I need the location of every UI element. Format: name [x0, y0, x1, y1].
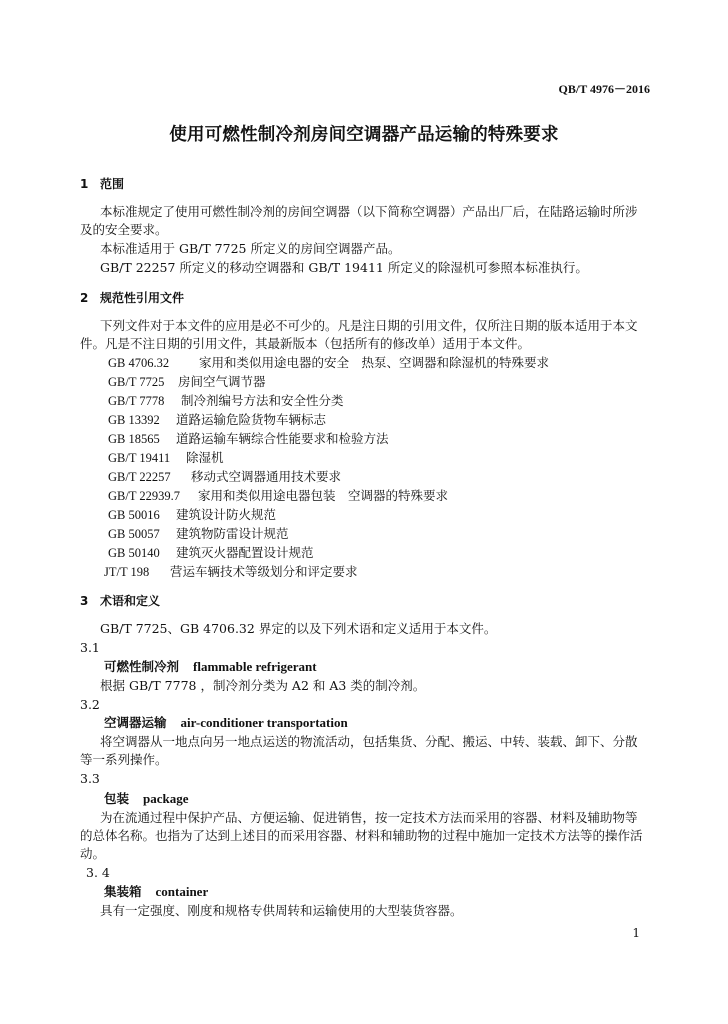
- reference-code: GB 4706.32: [108, 356, 170, 370]
- document-title: 使用可燃性制冷剂房间空调器产品运输的特殊要求: [169, 125, 559, 145]
- term-cn: 可燃性制冷剂: [104, 659, 180, 674]
- reference-title: 家用和类似用途电器包装 空调器的特殊要求: [198, 488, 449, 503]
- term-number: 3.2: [80, 697, 100, 712]
- reference-code: GB/T 7778: [108, 394, 165, 408]
- term-definition: 具有一定强度、刚度和规格专供周转和运输使用的大型装货容器。: [100, 903, 463, 918]
- term-heading: [104, 658, 317, 676]
- reference-code: GB/T 22257: [108, 470, 171, 484]
- reference-code: GB/T 22939.7: [108, 489, 180, 503]
- reference-item: [108, 373, 266, 391]
- section-title: 术语和定义: [100, 594, 161, 608]
- reference-item: [108, 430, 389, 448]
- reference-title: 家用和类似用途电器的安全 热泵、空调器和除湿机的特殊要求: [199, 355, 550, 370]
- reference-title: 建筑物防雷设计规范: [176, 526, 289, 541]
- paragraph: 本标准规定了使用可燃性制冷剂的房间空调器（以下简称空调器）产品出厂后，在陆路运输时所涉: [100, 204, 638, 219]
- reference-title: 道路运输车辆综合性能要求和检验方法: [176, 431, 389, 446]
- reference-code: GB 50016: [108, 508, 160, 522]
- reference-item: [108, 487, 448, 505]
- reference-code: GB 50057: [108, 527, 160, 541]
- paragraph: GB/T 7725、GB 4706.32 界定的以及下列术语和定义适用于本文件。: [100, 621, 497, 636]
- section-title: 范围: [100, 177, 125, 191]
- term-number: 3. 4: [86, 865, 110, 880]
- reference-item: [104, 563, 358, 581]
- reference-item: [108, 354, 549, 372]
- reference-title: 建筑设计防火规范: [176, 507, 277, 522]
- reference-code: GB 50140: [108, 546, 160, 560]
- reference-item: [108, 392, 344, 410]
- term-heading: [104, 714, 348, 732]
- reference-title: 营运车辆技术等级划分和评定要求: [170, 564, 358, 579]
- reference-item: [108, 468, 341, 486]
- paragraph: 及的安全要求。: [80, 222, 168, 237]
- section-2-heading: [80, 289, 184, 307]
- term-definition: 将空调器从一地点向另一地点运送的物流活动，包括集货、分配、搬运、中转、装载、卸下、分散: [100, 734, 638, 749]
- reference-code: JT/T 198: [104, 565, 150, 579]
- term-definition: 的总体名称。也指为了达到上述目的而采用容器、材料和辅助物的过程中施加一定技术方法等的操作活: [80, 828, 643, 843]
- paragraph: 下列文件对于本文件的应用是必不可少的。凡是注日期的引用文件，仅所注日期的版本适用于本文: [100, 318, 638, 333]
- reference-code: GB 13392: [108, 413, 160, 427]
- section-1-heading: [80, 175, 124, 193]
- reference-code: GB/T 7725: [108, 375, 165, 389]
- term-number: 3.3: [80, 771, 100, 786]
- reference-item: [108, 506, 276, 524]
- term-cn: 包装: [104, 791, 130, 806]
- section-number: 1: [80, 177, 89, 191]
- reference-title: 房间空气调节器: [178, 374, 266, 389]
- standard-code: QB/T 4976－2016: [558, 82, 650, 96]
- reference-title: 制冷剂编号方法和安全性分类: [181, 393, 344, 408]
- term-heading: [104, 790, 189, 808]
- section-title: 规范性引用文件: [100, 291, 185, 305]
- term-cn: 空调器运输: [104, 715, 167, 730]
- section-3-heading: [80, 592, 160, 610]
- term-number: 3.1: [80, 640, 100, 655]
- paragraph: GB/T 22257 所定义的移动空调器和 GB/T 19411 所定义的除湿机可参照本标准执行。: [100, 260, 588, 275]
- page-number: 1: [632, 926, 640, 940]
- reference-code: GB/T 19411: [108, 451, 171, 465]
- term-en: package: [143, 791, 189, 806]
- term-definition: 等一系列操作。: [80, 752, 168, 767]
- section-number: 3: [80, 594, 89, 608]
- reference-title: 道路运输危险货物车辆标志: [176, 412, 327, 427]
- paragraph: 件。凡是不注日期的引用文件，其最新版本（包括所有的修改单）适用于本文件。: [80, 336, 531, 351]
- reference-title: 移动式空调器通用技术要求: [191, 469, 342, 484]
- term-definition: 动。: [80, 846, 106, 861]
- paragraph: 本标准适用于 GB/T 7725 所定义的房间空调器产品。: [100, 241, 401, 256]
- term-definition: 为在流通过程中保护产品、方便运输、促进销售，按一定技术方法而采用的容器、材料及辅助物等: [100, 810, 638, 825]
- term-cn: 集装箱: [104, 884, 142, 899]
- reference-item: [108, 525, 289, 543]
- term-definition: 根据 GB/T 7778 ，制冷剂分类为 A2 和 A3 类的制冷剂。: [100, 678, 426, 693]
- reference-title: 建筑灭火器配置设计规范: [176, 545, 314, 560]
- term-en: flammable refrigerant: [193, 659, 317, 674]
- reference-code: GB 18565: [108, 432, 160, 446]
- term-en: container: [155, 884, 209, 899]
- reference-title: 除湿机: [186, 450, 224, 465]
- term-en: air-conditioner transportation: [180, 715, 348, 730]
- reference-item: [108, 449, 224, 467]
- reference-item: [108, 411, 326, 429]
- reference-item: [108, 544, 314, 562]
- section-number: 2: [80, 291, 89, 305]
- term-heading: [104, 883, 208, 901]
